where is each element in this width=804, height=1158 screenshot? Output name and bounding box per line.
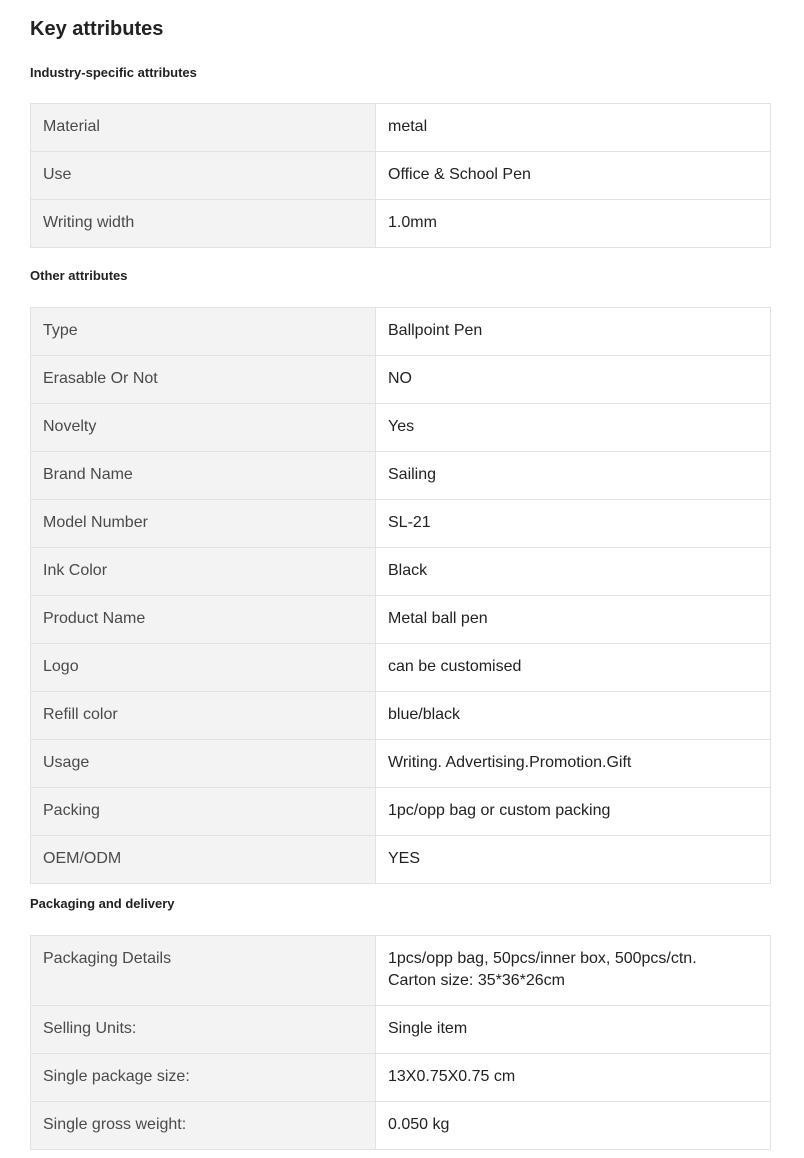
attr-value: 1pc/opp bag or custom packing <box>376 788 771 836</box>
attributes-table-other <box>30 307 771 884</box>
attr-key: Writing width <box>31 200 376 248</box>
attr-key: Ink Color <box>31 548 376 596</box>
table-row <box>31 692 771 740</box>
table-row <box>31 356 771 404</box>
attr-value: metal <box>376 104 771 152</box>
attr-value: Metal ball pen <box>376 596 771 644</box>
section-title-industry: Industry-specific attributes <box>30 65 197 80</box>
attr-value: Yes <box>376 404 771 452</box>
table-row <box>31 308 771 356</box>
table-row <box>31 500 771 548</box>
attr-key: Usage <box>31 740 376 788</box>
attr-key: Material <box>31 104 376 152</box>
attributes-table-packaging <box>30 935 771 1150</box>
table-row <box>31 596 771 644</box>
attr-value: YES <box>376 836 771 884</box>
table-row <box>31 788 771 836</box>
attr-value: Single item <box>376 1006 771 1054</box>
table-row <box>31 644 771 692</box>
attr-key: Brand Name <box>31 452 376 500</box>
attr-value: blue/black <box>376 692 771 740</box>
table-row <box>31 200 771 248</box>
attr-key: Erasable Or Not <box>31 356 376 404</box>
page-title: Key attributes <box>30 18 164 40</box>
table-row <box>31 836 771 884</box>
attr-value: NO <box>376 356 771 404</box>
attr-key: Single gross weight: <box>31 1102 376 1150</box>
attr-value-line: Carton size: 35*36*26cm <box>388 972 565 989</box>
attr-key: Use <box>31 152 376 200</box>
table-row <box>31 1006 771 1054</box>
attr-value: 1.0mm <box>376 200 771 248</box>
attr-key: Novelty <box>31 404 376 452</box>
attr-value: Sailing <box>376 452 771 500</box>
attr-key: Selling Units: <box>31 1006 376 1054</box>
attr-value: 13X0.75X0.75 cm <box>376 1054 771 1102</box>
section-title-other: Other attributes <box>30 268 128 283</box>
attr-value: Ballpoint Pen <box>376 308 771 356</box>
attr-key: Model Number <box>31 500 376 548</box>
attr-key: Single package size: <box>31 1054 376 1102</box>
table-row <box>31 548 771 596</box>
attr-value: Black <box>376 548 771 596</box>
table-row <box>31 740 771 788</box>
attr-key: Refill color <box>31 692 376 740</box>
attr-value: can be customised <box>376 644 771 692</box>
attr-key: Product Name <box>31 596 376 644</box>
attr-value: SL-21 <box>376 500 771 548</box>
attr-value: Writing. Advertising.Promotion.Gift <box>376 740 771 788</box>
attr-value <box>376 936 771 1006</box>
attr-key: Packaging Details <box>31 936 376 1006</box>
table-row <box>31 404 771 452</box>
attr-value: Office & School Pen <box>376 152 771 200</box>
attr-key: Logo <box>31 644 376 692</box>
table-row <box>31 936 771 1006</box>
attr-key: Packing <box>31 788 376 836</box>
table-row <box>31 152 771 200</box>
table-row <box>31 1102 771 1150</box>
attr-value-line: 1pcs/opp bag, 50pcs/inner box, 500pcs/ctn. <box>388 950 697 967</box>
attributes-table-industry <box>30 103 771 248</box>
attr-value: 0.050 kg <box>376 1102 771 1150</box>
attr-key: OEM/ODM <box>31 836 376 884</box>
section-title-packaging: Packaging and delivery <box>30 896 175 911</box>
table-row <box>31 1054 771 1102</box>
table-row <box>31 452 771 500</box>
table-row <box>31 104 771 152</box>
attr-key: Type <box>31 308 376 356</box>
